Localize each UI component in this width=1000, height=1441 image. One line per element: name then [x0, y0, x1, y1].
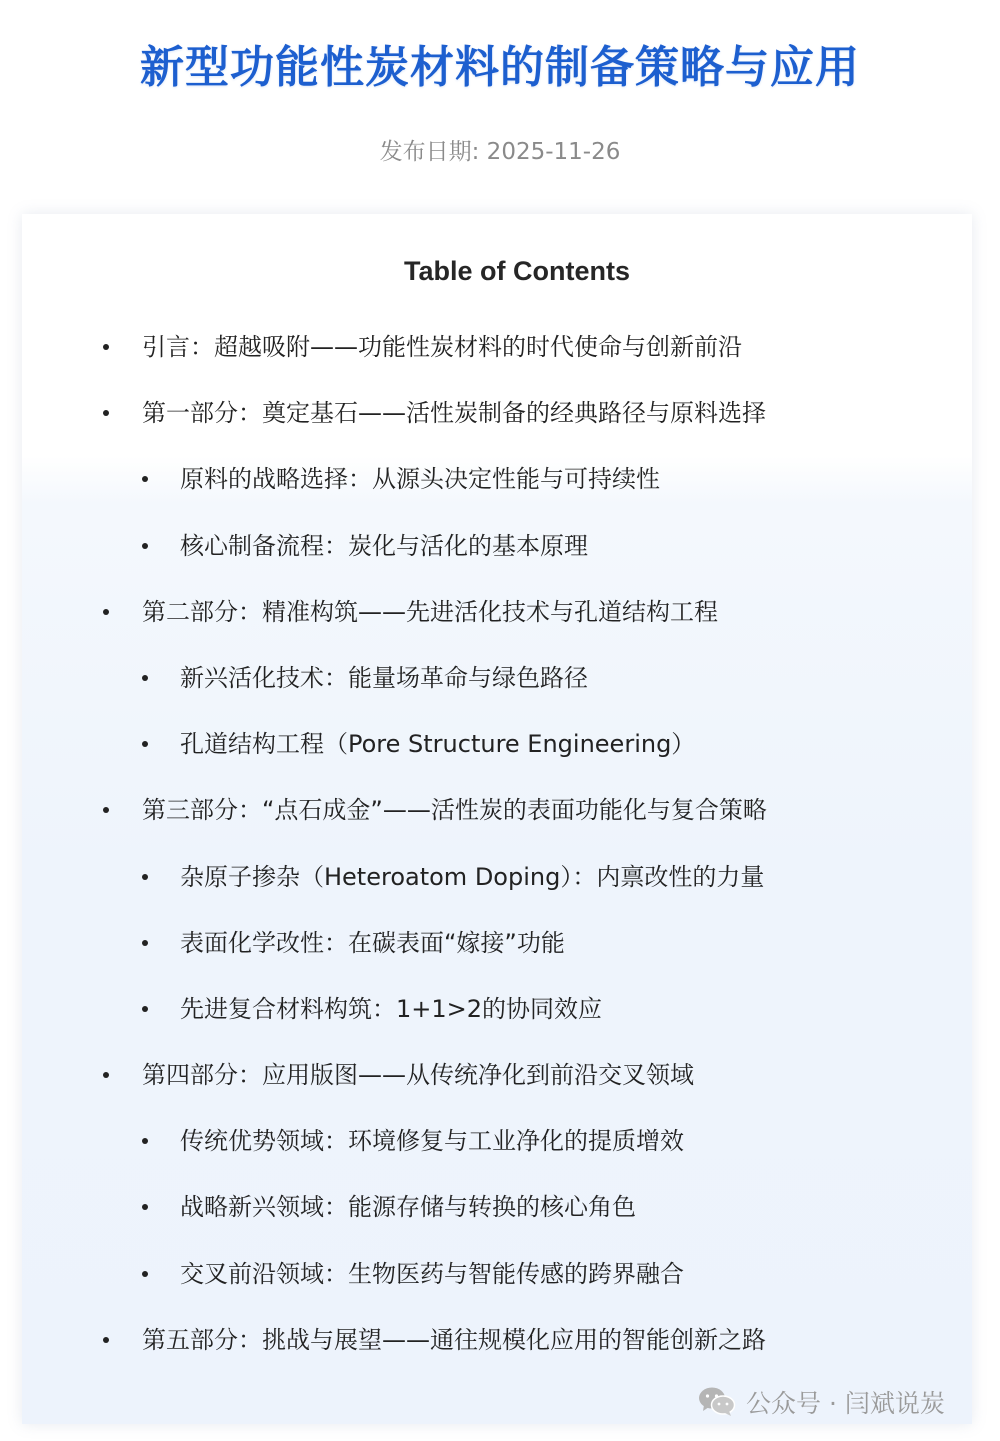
toc-item[interactable]	[0, 585, 1000, 651]
bullet-icon	[103, 344, 109, 350]
toc-item-label: 第四部分：应用版图——从传统净化到前沿交叉领域	[142, 1061, 694, 1090]
toc-subitem[interactable]	[0, 850, 1000, 916]
toc-item-label: 第二部分：精准构筑——先进活化技术与孔道结构工程	[142, 597, 718, 626]
toc-subitem[interactable]	[0, 519, 1000, 585]
toc-item-label: 表面化学改性：在碳表面“嫁接”功能	[180, 928, 565, 957]
toc-heading: Table of Contents	[404, 256, 630, 286]
toc-item[interactable]	[0, 1313, 1000, 1379]
toc-item[interactable]	[0, 320, 1000, 386]
toc-item-label: 第五部分：挑战与展望——通往规模化应用的智能创新之路	[142, 1325, 766, 1354]
toc-subitem[interactable]	[0, 916, 1000, 982]
page-title: 新型功能性炭材料的制备策略与应用	[140, 42, 860, 93]
watermark	[698, 1382, 945, 1422]
bullet-icon	[142, 940, 148, 946]
toc-item[interactable]	[0, 386, 1000, 452]
toc-item[interactable]	[0, 783, 1000, 849]
bullet-icon	[103, 1337, 109, 1343]
toc-item-label: 核心制备流程：炭化与活化的基本原理	[180, 531, 588, 560]
watermark-label: 公众号 · 闫斌说炭	[746, 1389, 945, 1418]
toc-subitem[interactable]	[0, 1180, 1000, 1246]
toc-item-label: 原料的战略选择：从源头决定性能与可持续性	[180, 465, 660, 494]
toc-subitem[interactable]	[0, 982, 1000, 1048]
bullet-icon	[142, 675, 148, 681]
bullet-icon	[142, 1138, 148, 1144]
bullet-icon	[142, 741, 148, 747]
toc-subitem[interactable]	[0, 1247, 1000, 1313]
toc-subitem[interactable]	[0, 452, 1000, 518]
bullet-icon	[142, 1271, 148, 1277]
toc-item-label: 战略新兴领域：能源存储与转换的核心角色	[180, 1193, 636, 1222]
toc-item-label: 传统优势领域：环境修复与工业净化的提质增效	[180, 1127, 684, 1156]
toc-item[interactable]	[0, 1048, 1000, 1114]
toc-subitem[interactable]	[0, 651, 1000, 717]
bullet-icon	[142, 874, 148, 880]
toc-item-label: 孔道结构工程（Pore Structure Engineering）	[180, 730, 696, 759]
wechat-icon	[698, 1386, 736, 1418]
bullet-icon	[142, 1006, 148, 1012]
toc-list	[0, 320, 1000, 1379]
bullet-icon	[103, 1072, 109, 1078]
toc-item-label: 引言：超越吸附——功能性炭材料的时代使命与创新前沿	[142, 333, 742, 361]
bullet-icon	[103, 410, 109, 416]
toc-item-label: 先进复合材料构筑：1+1>2的协同效应	[180, 994, 603, 1023]
publish-date: 发布日期: 2025-11-26	[379, 139, 621, 165]
toc-item-label: 第一部分：奠定基石——活性炭制备的经典路径与原料选择	[142, 399, 766, 428]
toc-item-label: 杂原子掺杂（Heteroatom Doping）：内禀改性的力量	[180, 862, 765, 891]
toc-subitem[interactable]	[0, 1114, 1000, 1180]
bullet-icon	[103, 609, 109, 615]
toc-item-label: 第三部分：“点石成金”——活性炭的表面功能化与复合策略	[142, 796, 767, 825]
toc-item-label: 新兴活化技术：能量场革命与绿色路径	[180, 663, 588, 692]
toc-subitem[interactable]	[0, 717, 1000, 783]
bullet-icon	[142, 1204, 148, 1210]
toc-item-label: 交叉前沿领域：生物医药与智能传感的跨界融合	[180, 1259, 684, 1288]
bullet-icon	[142, 543, 148, 549]
bullet-icon	[103, 807, 109, 813]
bullet-icon	[142, 476, 148, 482]
